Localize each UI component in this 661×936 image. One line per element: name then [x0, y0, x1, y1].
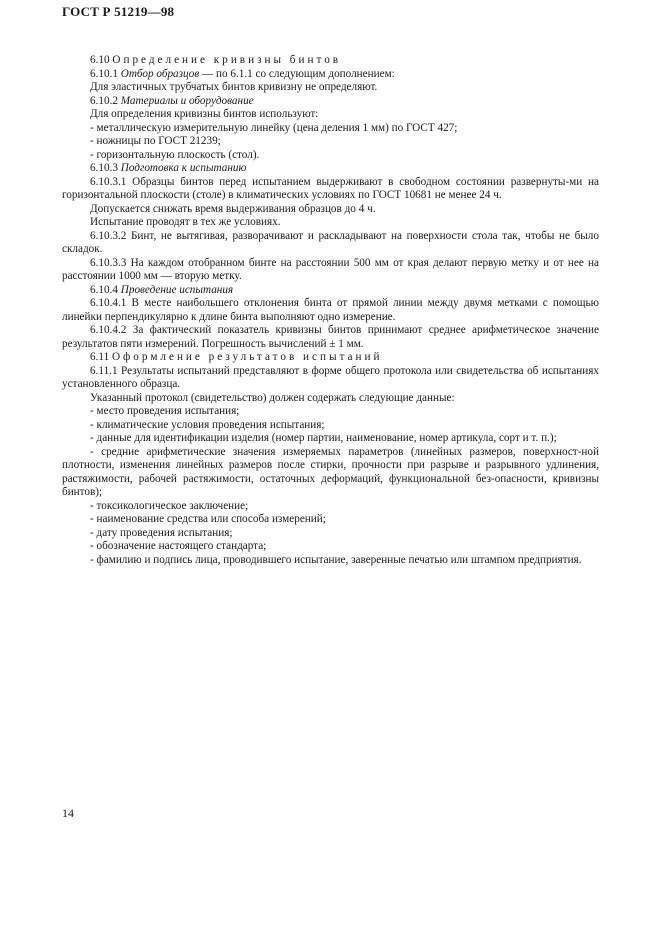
list-item: - наименование средства или способа измерений;	[90, 513, 326, 525]
paragraph: 6.10.3.2 Бинт, не вытягивая, разворачивают и раскладывают на поверхности стола так, чтобы не было складок.	[62, 229, 599, 255]
paragraph: Для определения кривизны бинтов используют:	[90, 108, 319, 120]
paragraph: Допускается снижать время выдерживания образцов до 4 ч.	[90, 202, 376, 215]
paragraph: Для эластичных трубчатых бинтов кривизну не определяют.	[90, 81, 378, 93]
page-number: 14	[62, 806, 74, 820]
section-number: 6.11	[90, 351, 110, 363]
list-item: - металлическую измерительную линейку (цена деления 1 мм) по ГОСТ 427;	[90, 121, 458, 134]
section-heading-6-10	[62, 54, 599, 68]
section-number: 6.10.2	[90, 94, 118, 107]
list-item: - обозначение настоящего стандарта;	[90, 540, 267, 552]
list-item: - климатические условия проведения испытания;	[90, 418, 325, 431]
list-item: - ножницы по ГОСТ 21239;	[90, 135, 221, 147]
section-title: Определение кривизны бинтов	[112, 54, 342, 66]
section-title: Материалы и оборудование	[120, 94, 254, 107]
document-header: ГОСТ Р 51219—98	[62, 4, 175, 19]
paragraph: Испытание проводят в тех же условиях.	[90, 216, 281, 228]
section-title: Оформление результатов испытаний	[111, 351, 383, 363]
paragraph: Указанный протокол (свидетельство) должен содержать следующие данные:	[90, 391, 455, 404]
section-title: Проведение испытания	[120, 283, 234, 296]
paragraph: 6.10.4.2 За фактический показатель кривизны бинтов принимают среднее арифметическое значение результатов пяти измерений. Погрешность вычислений ± 1 мм.	[62, 324, 599, 350]
subsection-6-10-4	[62, 284, 599, 298]
list-item: - токсикологическое заключение;	[90, 499, 249, 512]
subsection-6-10-2	[62, 95, 599, 109]
list-item: - дату проведения испытания;	[90, 526, 233, 539]
section-heading-6-11	[62, 351, 599, 365]
document-body	[62, 54, 599, 567]
section-number: 6.10.1	[90, 67, 118, 80]
list-item: - данные для идентификации изделия (номер партии, наименование, номер артикула, сорт и т. п.);	[90, 432, 557, 444]
section-number: 6.10	[90, 54, 110, 66]
paragraph: 6.10.3.1 Образцы бинтов перед испытанием выдерживают в свободном состоянии развернуты-ми на горизонтальной плоскости (столе) в климатических условиях по ГОСТ 10681 не менее 24 ч.	[62, 175, 599, 201]
paragraph: 6.10.4.1 В месте наибольшего отклонения бинта от прямой линии между двумя метками с помощью линейки перпендикулярно к длине бинта выполняют одно измерение.	[62, 297, 599, 323]
section-title: Отбор образцов	[120, 67, 200, 80]
section-text: — по 6.1.1 со следующим дополнением:	[199, 67, 395, 80]
paragraph: 6.10.3.3 На каждом отобранном бинте на расстоянии 500 мм от края делают первую метку и от нее на расстоянии 1000 мм — вторую метку.	[62, 256, 599, 282]
subsection-6-10-3	[62, 162, 599, 176]
subsection-6-10-1	[62, 68, 599, 82]
section-number: 6.10.3	[90, 162, 118, 174]
list-item: - фамилию и подпись лица, проводившего испытание, заверенные печатью или штампом предприятия.	[90, 553, 582, 566]
list-item: - место проведения испытания;	[90, 405, 240, 417]
list-item: - горизонтальную плоскость (стол).	[90, 148, 260, 161]
list-item: - средние арифметические значения измеряемых параметров (линейных размеров, поверхност-ной плотности, изменения линейных размеров после стирки, прочности при разрыве и разрывного удлинения, растяжимости, рабочей растяжимости, остаточных деформаций, функциональной без-опасности, кривизны бинтов);	[62, 445, 599, 498]
section-number: 6.10.4	[90, 283, 118, 296]
paragraph: 6.11.1 Результаты испытаний представляют в форме общего протокола или свидетельства об испытаниях установленного образца.	[62, 364, 599, 390]
section-title: Подготовка к испытанию	[120, 162, 247, 174]
